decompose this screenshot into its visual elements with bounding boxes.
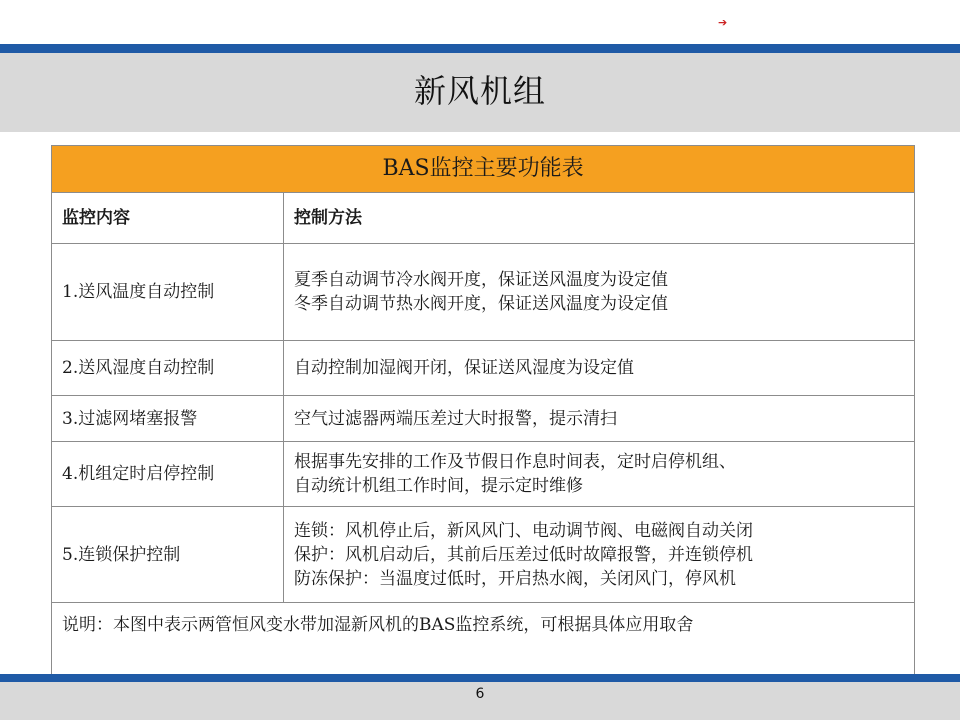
- slide-title: 新风机组: [413, 72, 546, 110]
- table-row: [52, 341, 915, 396]
- bottom-accent-bar: [0, 674, 960, 682]
- column-header: 监控内容: [52, 193, 284, 244]
- monitor-item-cell: 4.机组定时启停控制: [52, 442, 284, 507]
- control-method-cell: [284, 244, 915, 341]
- table-caption: BAS监控主要功能表: [52, 146, 915, 193]
- table-header-row: [52, 193, 915, 244]
- table-row: [52, 396, 915, 442]
- control-method-cell: [284, 341, 915, 396]
- method-line: 夏季自动调节冷水阀开度，保证送风温度为设定值: [294, 270, 668, 290]
- table-note: 说明：本图中表示两管恒风变水带加湿新风机的BAS监控系统，可根据具体应用取舍: [52, 603, 915, 680]
- function-table: [51, 145, 915, 680]
- method-line: 空气过滤器两端压差过大时报警，提示清扫: [294, 408, 617, 429]
- table-note-row: [52, 603, 915, 680]
- monitor-item-cell: 1.送风温度自动控制: [52, 244, 284, 341]
- method-line: 保护：风机启动后，其前后压差过低时故障报警，并连锁停机: [294, 544, 753, 565]
- control-method-cell: [284, 396, 915, 442]
- method-line: 根据事先安排的工作及节假日作息时间表，定时启停机组、: [294, 452, 736, 472]
- table-row: [52, 442, 915, 507]
- control-method-cell: [284, 442, 915, 507]
- monitor-item-cell: 3.过滤网堵塞报警: [52, 396, 284, 442]
- table-row: [52, 244, 915, 341]
- monitor-item-cell: 2.送风湿度自动控制: [52, 341, 284, 396]
- method-line: 自动统计机组工作时间，提示定时维修: [294, 476, 583, 496]
- method-line: 自动控制加湿阀开闭，保证送风湿度为设定值: [294, 358, 634, 378]
- method-line: 防冻保护：当温度过低时，开启热水阀，关闭风门，停风机: [294, 568, 736, 589]
- table-row: [52, 507, 915, 603]
- method-line: 冬季自动调节热水阀开度，保证送风温度为设定值: [294, 294, 668, 314]
- page-number: 6: [475, 686, 485, 702]
- top-accent-bar: [0, 44, 960, 53]
- method-line: 连锁：风机停止后，新风风门、电动调节阀、电磁阀自动关闭: [294, 520, 753, 541]
- column-header: 控制方法: [284, 193, 915, 244]
- monitor-item-cell: 5.连锁保护控制: [52, 507, 284, 603]
- control-method-cell: [284, 507, 915, 603]
- arrow-icon: ➔: [718, 16, 728, 29]
